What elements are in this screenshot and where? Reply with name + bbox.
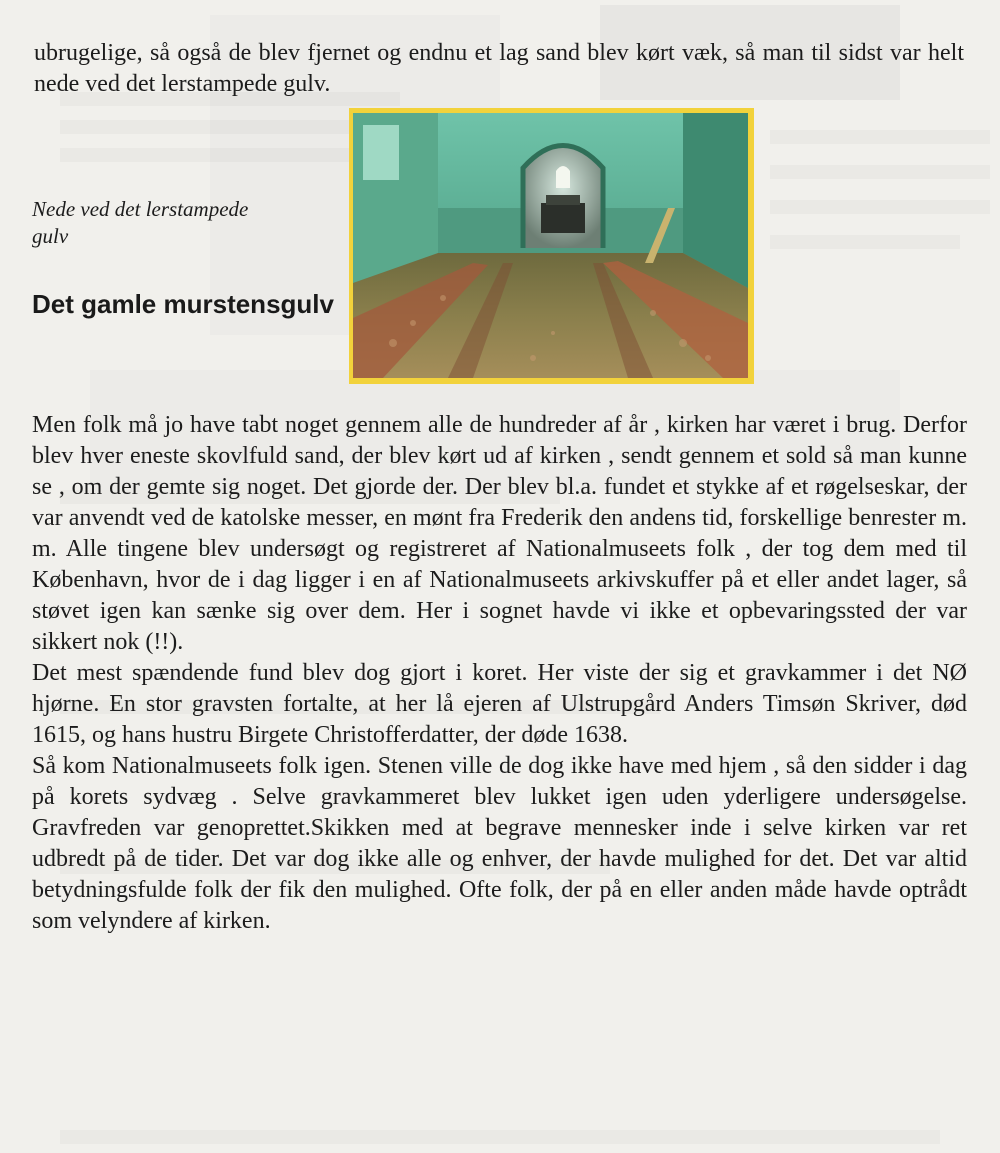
show-through-line <box>60 1130 940 1144</box>
intro-paragraph: ubrugelige, så også de blev fjernet og endnu et lag sand blev kørt væk, så man til sidst var helt nede ved det lerstampede gulv. <box>34 40 964 97</box>
photo-image <box>353 113 748 378</box>
show-through-line <box>60 148 380 162</box>
photo-caption: Nede ved det lerstampede gulv <box>32 197 249 248</box>
paragraph: Så kom Nationalmuseets folk igen. Stenen ville de dog ikke have med hjem , så den sidder i dag på korets sydvæg . Selve gravkammeret blev lukket igen uden yderligere undersøgelse. Gravfreden var genoprettet.Skikken med at begrave mennesker inde i selve kirken var ret udbredt på de tider. Det var dog ikke alle og enhver, der havde mulighed for det. Det var altid betydningsfulde folk der fik den mulighed. Ofte folk, der på en eller anden måde havde optrådt som velyndere af kirken. <box>32 753 967 934</box>
church-interior-photo <box>349 108 754 384</box>
show-through-line <box>770 235 960 249</box>
show-through-line <box>60 120 360 134</box>
show-through-line <box>770 130 990 144</box>
section-heading: Det gamle murstensgulv <box>32 289 334 319</box>
show-through-line <box>770 200 990 214</box>
paragraph: Men folk må jo have tabt noget gennem alle de hundreder af år , kirken har været i brug. Derfor blev hver eneste skovlfuld sand, der blev kørt ud af kirken , sendt gennem et sold så man kunne se , om der gemte sig noget. Det gjorde der. Der blev bl.a. fundet et stykke af et røgelseskar, der var anvendt ved de katolske messer, en mønt fra Frederik den andens tid, forskellige benrester m. m. Alle tingene blev undersøgt og registreret af Nationalmuseets folk , der tog dem med til København, hvor de i dag ligger i en af Nationalmuseets arkivskuffer på et eller andet lager, så støvet igen kan sænke sig over dem. Her i sognet havde vi ikke et opbevaringssted der var sikkert nok (!!). <box>32 412 967 655</box>
body-text <box>32 410 967 937</box>
paragraph: Det mest spændende fund blev dog gjort i koret. Her viste der sig et gravkammer i det NØ hjørne. En stor gravsten fortalte, at her lå ejeren af Ulstrupgård Anders Timsøn Skriver, død 1615, og hans hustru Birgete Christofferdatter, der døde 1638. <box>32 660 967 748</box>
show-through-line <box>770 165 990 179</box>
